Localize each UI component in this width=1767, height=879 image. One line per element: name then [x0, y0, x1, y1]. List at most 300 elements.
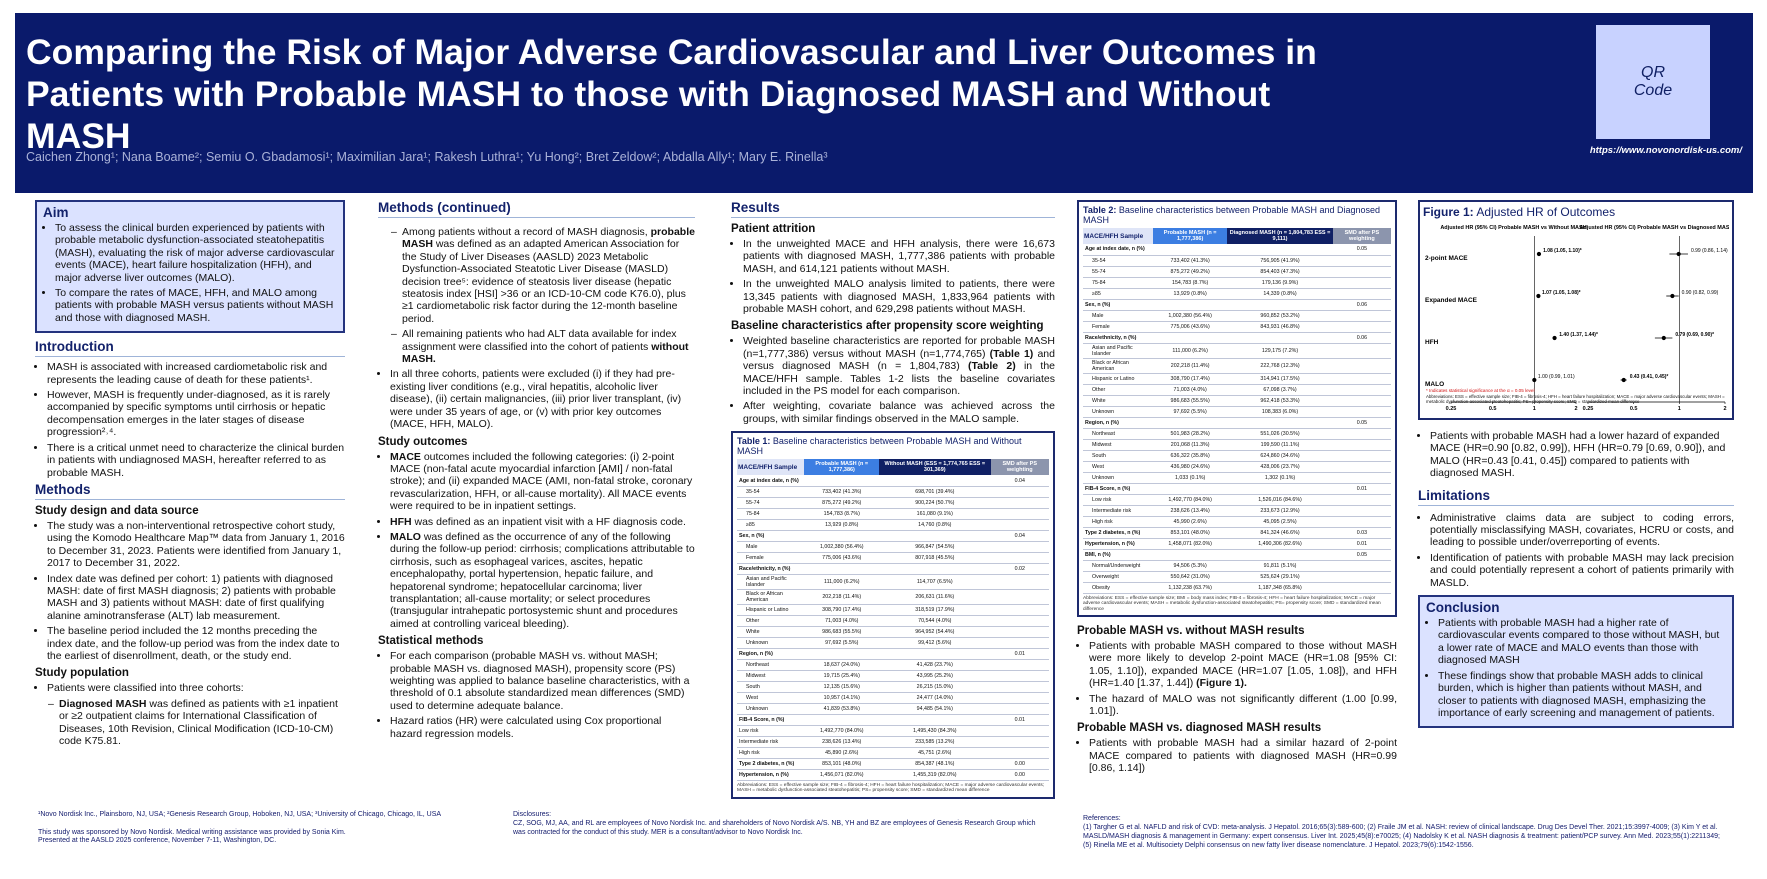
hr-label: 0.43 (0.41, 0.45)* — [1629, 374, 1669, 380]
row-value: 1,455,319 (82.0%) — [879, 769, 990, 780]
tick-label: 0.5 — [1488, 406, 1497, 412]
intro-item: • MASH is associated with increased cardiometabolic risk and represents the leading cause of death for these patients¹. — [47, 361, 345, 386]
table-row — [1083, 483, 1391, 494]
row-value: 0.05 — [1333, 549, 1391, 560]
category-label: 2-point MACE — [1425, 255, 1468, 262]
row-label: 75-84 — [737, 508, 804, 519]
row-label: Region, n (%) — [1083, 417, 1153, 428]
outcome-malo: • MALO was defined as the occurrence of any of the following during the follow-up period: cirrhosis; complications attributable to cirrhosis, such as esophageal varices, ascites, hepatic encephalopathy, portal hypertension, hepatic failure, and hepatorenal syndrome; hepatocellular carcinoma; liver transplantation; all-cause mortality; or select procedures (transjugular intrahepatic portosystemic shunt and procedures aimed at controlling variceal bleeding). — [390, 531, 695, 630]
row-value: 179,136 (9.9%) — [1227, 277, 1333, 288]
row-value: 775,006 (43.6%) — [804, 552, 879, 563]
table-row — [737, 714, 1049, 725]
table-row — [1083, 255, 1391, 266]
row-value — [804, 648, 879, 659]
row-value: 0.06 — [1333, 299, 1391, 310]
row-value: 45,751 (2.6%) — [879, 747, 990, 758]
row-value — [1153, 417, 1227, 428]
row-value — [804, 563, 879, 574]
outcomes-heading: Study outcomes — [378, 435, 468, 448]
row-value — [1333, 343, 1391, 358]
row-value — [991, 589, 1050, 604]
intro-item: • There is a critical unmet need to characterize the clinical burden in patients with undiagnosed MASH, hereafter referred to as probable MASH. — [47, 442, 345, 479]
row-value: 26,215 (15.0%) — [879, 681, 990, 692]
row-value: 111,000 (6.2%) — [804, 574, 879, 589]
row-label: Unknown — [737, 703, 804, 714]
row-label: Other — [737, 615, 804, 626]
aim-item: • To compare the rates of MACE, HFH, and MALO among patients with probable MASH versus patients without MASH and those with diagnosed MASH. — [55, 287, 337, 324]
table-row — [737, 530, 1049, 541]
table-row — [737, 574, 1049, 589]
row-label: 55-74 — [1083, 266, 1153, 277]
row-value: 45,890 (2.6%) — [804, 747, 879, 758]
row-value — [991, 725, 1050, 736]
table-1-col-probable: Probable MASH (n = 1,777,386) — [804, 459, 879, 475]
table-row — [1083, 332, 1391, 343]
table-row — [737, 747, 1049, 758]
row-value — [991, 692, 1050, 703]
conclusion-heading: Conclusion — [1426, 600, 1500, 616]
row-value — [879, 475, 990, 486]
limitation-item: • Administrative claims data are subject to coding errors, potentially misclassifying MASH, covariates, HCRU or costs, and leading to possible under/overreporting of events. — [1430, 512, 1734, 549]
row-value: 97,692 (5.5%) — [1153, 406, 1227, 417]
table-1-abbreviations: Abbreviations: ESS = effective sample size; FIB-4 = fibrosis-4; HFH = heart failure hospitalization; MACE = major adverse cardiovascular events; MASH = metabolic dysfunction-associated steatohepatitis; PS= propensity score; SMD = standardized mean difference — [737, 782, 1045, 794]
row-value: 428,006 (23.7%) — [1227, 461, 1333, 472]
tick-label: 0.25 — [1445, 406, 1457, 412]
row-value — [1333, 310, 1391, 321]
column-2 — [378, 200, 695, 743]
row-value: 1,492,770 (84.0%) — [804, 725, 879, 736]
row-value — [991, 604, 1050, 615]
row-label: White — [1083, 395, 1153, 406]
row-label: ≥85 — [1083, 288, 1153, 299]
poster-title: Comparing the Risk of Major Adverse Cardiovascular and Liver Outcomes in Patients with Probable MASH to those with Diagnosed MASH and Without MASH — [26, 32, 1317, 156]
row-value — [991, 659, 1050, 670]
row-value — [879, 530, 990, 541]
row-value: 108,383 (6.0%) — [1227, 406, 1333, 417]
row-value: 308,790 (17.4%) — [1153, 373, 1227, 384]
row-value: 853,101 (48.0%) — [804, 758, 879, 769]
row-label: South — [1083, 450, 1153, 461]
column-4 — [1077, 200, 1397, 778]
table-2-col-diagnosed: Diagnosed MASH (n = 1,804,783 ESS = 9,111) — [1227, 228, 1333, 244]
row-value — [1153, 299, 1227, 310]
row-value — [991, 626, 1050, 637]
row-value: 308,790 (17.4%) — [804, 604, 879, 615]
hr-label: 0.79 (0.69, 0.90)* — [1675, 332, 1715, 338]
intro-heading: Introduction — [35, 339, 345, 357]
baseline-item: • Weighted baseline characteristics are reported for probable MASH (n=1,777,386) versus without MASH (n=1,774,765) (Table 1) and versus diagnosed MASH (n = 1,804,783) (Table 2) in the MACE/HFH sample. Tables 1-2 lists the baseline covariates included in the PS model for each comparison. — [743, 335, 1055, 397]
row-value: 962,418 (53.3%) — [1227, 395, 1333, 406]
diagnosed-mash-definition: – Diagnosed MASH was defined as patients with ≥1 inpatient or ≥2 outpatient claims for International Classification of Diseases, 10th Revision, Clinical Modification (ICD-10-CM) code K75.81. — [59, 698, 345, 748]
forest-plot — [1423, 222, 1729, 412]
panel-title: Adjusted HR (95% CI) Probable MASH vs Without MASH — [1440, 225, 1587, 231]
row-value: 1,002,380 (56.4%) — [804, 541, 879, 552]
row-label: FIB-4 Score, n (%) — [737, 714, 804, 725]
website-link[interactable]: https://www.novonordisk-us.com/ — [1589, 145, 1742, 156]
row-value: 0.00 — [991, 769, 1050, 780]
row-value — [1333, 582, 1391, 593]
row-value: 71,003 (4.0%) — [1153, 384, 1227, 395]
row-value: 853,101 (48.0%) — [1153, 527, 1227, 538]
presentation-note: Presented at the AASLD 2025 conference, November 7-11, Washington, DC. — [38, 837, 277, 844]
table-row — [1083, 439, 1391, 450]
baseline-heading: Baseline characteristics after propensity score weighting — [731, 320, 1044, 333]
table-row — [737, 670, 1049, 681]
row-value — [1333, 516, 1391, 527]
category-label: MALO — [1425, 381, 1445, 388]
table-row — [1083, 417, 1391, 428]
baseline-item: • After weighting, covariate balance was achieved across the groups, with similar findings observed in the MALO sample. — [743, 400, 1055, 425]
row-label: Hispanic or Latino — [1083, 373, 1153, 384]
row-value: 1,187,348 (65.8%) — [1227, 582, 1333, 593]
row-value: 0.00 — [991, 758, 1050, 769]
attrition-item: • In the unweighted MACE and HFH analysis, there were 16,673 patients with diagnosed MASH, 1,777,386 patients with probable MASH, and 614,121 patients without MASH. — [743, 238, 1055, 275]
row-label: Obesity — [1083, 582, 1153, 593]
row-value: 14,339 (0.8%) — [1227, 288, 1333, 299]
row-value — [1227, 549, 1333, 560]
column-5 — [1418, 200, 1734, 728]
row-value: 161,080 (9.1%) — [879, 508, 990, 519]
row-value: 1,492,770 (84.0%) — [1153, 494, 1227, 505]
row-value — [1227, 332, 1333, 343]
row-label: Unknown — [737, 637, 804, 648]
row-value: 525,624 (29.1%) — [1227, 571, 1333, 582]
row-value — [991, 541, 1050, 552]
row-label: Sex, n (%) — [1083, 299, 1153, 310]
row-value: 19,715 (25.4%) — [804, 670, 879, 681]
row-value: 129,175 (7.2%) — [1227, 343, 1333, 358]
table-2 — [1077, 200, 1397, 617]
conclusion-item: • These findings show that probable MASH adds to clinical burden, which is higher than patients without MASH, and closer to patients with diagnosed MASH, emphasizing the importance of early screening and management of patients. — [1438, 670, 1726, 720]
row-label: Age at index date, n (%) — [737, 475, 804, 486]
table-row — [737, 659, 1049, 670]
row-value: 154,783 (8.7%) — [804, 508, 879, 519]
tick-label: 1 — [1677, 406, 1681, 412]
hr-point — [1670, 294, 1674, 298]
row-value — [1333, 255, 1391, 266]
hr-label: 0.90 (0.82, 0.99) — [1681, 290, 1719, 296]
stat-item: • For each comparison (probable MASH vs. without MASH; probable MASH vs. diagnosed MASH), propensity score (PS) weighting was applied to balance baseline characteristics, with a threshold of 0.1 absolute standardized mean differences (SMD) used to determine adequate balance. — [390, 650, 695, 712]
row-value: 875,272 (49.2%) — [804, 497, 879, 508]
row-value: 1,002,380 (56.4%) — [1153, 310, 1227, 321]
stat-item: • Hazard ratios (HR) were calculated using Cox proportional hazard regression models. — [390, 715, 695, 740]
table-row — [1083, 516, 1391, 527]
row-value: 986,683 (55.5%) — [804, 626, 879, 637]
row-value: 0.05 — [1333, 244, 1391, 255]
tick-label: 2 — [1574, 406, 1578, 412]
table-row — [1083, 406, 1391, 417]
row-value — [991, 497, 1050, 508]
row-value: 986,683 (55.5%) — [1153, 395, 1227, 406]
row-value: 0.01 — [991, 714, 1050, 725]
row-value: 318,519 (17.9%) — [879, 604, 990, 615]
row-value — [879, 714, 990, 725]
intro-item: • However, MASH is frequently under-diagnosed, as it is rarely accompanied by specific symptoms until cirrhosis or hepatic decompensation emerges in the later stages of disease progression²˒⁴. — [47, 389, 345, 439]
table-row — [737, 519, 1049, 530]
row-value — [1333, 472, 1391, 483]
conclusion-item: • Patients with probable MASH had a higher rate of cardiovascular events compared to those without MASH, but a lower rate of MACE and MALO events than those with diagnosed MASH — [1438, 617, 1726, 667]
table-row — [737, 615, 1049, 626]
sponsorship: This study was sponsored by Novo Nordisk. Medical writing assistance was provided by Sonia Kim. — [38, 829, 346, 836]
affiliations: ¹Novo Nordisk Inc., Plainsboro, NJ, USA; ²Genesis Research Group, Hoboken, NJ, USA; ³University of Chicago, Chicago, IL, USA — [38, 811, 442, 818]
row-value: 501,983 (28.2%) — [1153, 428, 1227, 439]
author-list: Caichen Zhong¹; Nana Boame²; Semiu O. Gbadamosi¹; Maximilian Jara¹; Rakesh Luthra¹; Yu Hong²; Bret Zeldow²; Abdalla Ally¹; Mary E. Rinella³ — [26, 150, 828, 164]
row-label: Black or African American — [1083, 358, 1153, 373]
design-item: • The baseline period included the 12 months preceding the index date, and the follow-up period was from the index date to the earliest of disenrollment, death, or the study end. — [47, 625, 345, 662]
row-label: Sex, n (%) — [737, 530, 804, 541]
column-1 — [35, 200, 345, 750]
row-value: 111,000 (6.2%) — [1153, 343, 1227, 358]
table-1-col-smd: SMD after PS weighting — [991, 459, 1050, 475]
table-row — [1083, 538, 1391, 549]
row-label: Female — [737, 552, 804, 563]
row-value — [991, 519, 1050, 530]
row-value: 199,590 (11.1%) — [1227, 439, 1333, 450]
row-value: 43,995 (25.2%) — [879, 670, 990, 681]
table-2-col-sample: MACE/HFH Sample — [1083, 228, 1153, 244]
limitations-heading: Limitations — [1418, 488, 1734, 506]
category-label: Expanded MACE — [1425, 297, 1478, 304]
table-2-col-smd: SMD after PS weighting — [1333, 228, 1391, 244]
row-value: 202,218 (11.4%) — [804, 589, 879, 604]
row-value — [1227, 244, 1333, 255]
aim-box — [35, 200, 345, 333]
row-value — [991, 670, 1050, 681]
outcome-hfh: • HFH was defined as an inpatient visit with a HF diagnosis code. — [390, 516, 695, 528]
row-value: 18,637 (24.0%) — [804, 659, 879, 670]
table-2-col-probable: Probable MASH (n = 1,777,386) — [1153, 228, 1227, 244]
hr-point — [1677, 252, 1681, 256]
hr-point — [1537, 252, 1541, 256]
result-item: • Patients with probable MASH had a similar hazard of 2-point MACE compared to patients with diagnosed MASH (HR=0.99 [0.86, 1.14]) — [1089, 737, 1397, 774]
row-value — [991, 508, 1050, 519]
table-row — [1083, 310, 1391, 321]
row-value — [1333, 321, 1391, 332]
table-row — [1083, 266, 1391, 277]
column-3 — [731, 200, 1055, 799]
row-value — [1333, 461, 1391, 472]
row-value: 154,783 (8.7%) — [1153, 277, 1227, 288]
row-label: Type 2 diabetes, n (%) — [737, 758, 804, 769]
table-row — [737, 589, 1049, 604]
row-value — [1333, 395, 1391, 406]
row-value — [1227, 483, 1333, 494]
row-value — [1333, 560, 1391, 571]
table-row — [1083, 321, 1391, 332]
row-value: 0.05 — [1333, 417, 1391, 428]
hr-label: 1.07 (1.05, 1.08)* — [1541, 290, 1581, 296]
row-value: 841,324 (46.6%) — [1227, 527, 1333, 538]
table-row — [1083, 288, 1391, 299]
row-label: Hypertension, n (%) — [1083, 538, 1153, 549]
row-value: 233,673 (12.9%) — [1227, 505, 1333, 516]
without-mash-results-heading: Probable MASH vs. without MASH results — [1077, 625, 1305, 637]
row-value — [1333, 406, 1391, 417]
row-value: 45,095 (2.5%) — [1227, 516, 1333, 527]
row-label: ≥85 — [737, 519, 804, 530]
methods-cont-heading: Methods (continued) — [378, 200, 695, 218]
tick-label: 0.25 — [1582, 406, 1594, 412]
table-row — [1083, 395, 1391, 406]
table-row — [737, 758, 1049, 769]
figure-note: * Indicates statistical significance at the α = 0.05 level — [1426, 388, 1535, 393]
attrition-heading: Patient attrition — [731, 223, 816, 235]
row-value: 238,626 (13.4%) — [804, 736, 879, 747]
row-value — [991, 637, 1050, 648]
outcome-mace: • MACE outcomes included the following categories: (i) 2-point MACE (non-fatal acute myocardial infarction [AMI] / non-fatal stroke); and (ii) expanded MACE (AMI, non-fatal stroke, coronary revascularization, HFH, or all-cause mortality). All MACE events were required to be in inpatient settings. — [390, 451, 695, 513]
row-value: 41,428 (23.7%) — [879, 659, 990, 670]
row-value: 551,026 (30.5%) — [1227, 428, 1333, 439]
row-value — [1333, 277, 1391, 288]
limitation-item: • Identification of patients with probable MASH may lack precision and could potentially represent a cohort of patients primarily with MASLD. — [1430, 552, 1734, 589]
row-value: 624,860 (34.6%) — [1227, 450, 1333, 461]
category-label: HFH — [1425, 339, 1439, 346]
row-label: Hypertension, n (%) — [737, 769, 804, 780]
table-2-title: Table 2: Baseline characteristics between Probable MASH and Diagnosed MASH — [1083, 205, 1380, 225]
table-row — [737, 769, 1049, 780]
table-row — [1083, 582, 1391, 593]
row-value: 436,980 (24.6%) — [1153, 461, 1227, 472]
row-value — [1333, 384, 1391, 395]
table-row — [737, 541, 1049, 552]
design-item: • Index date was defined per cohort: 1) patients with diagnosed MASH: date of first MASH diagnosis; 2) patients with probable MASH and 3) patients without MASH: date of first qualifying alanine aminotransferase (ALT) lab measurement. — [47, 573, 345, 623]
row-value: 238,626 (13.4%) — [1153, 505, 1227, 516]
row-value: 854,387 (48.1%) — [879, 758, 990, 769]
row-value — [1333, 450, 1391, 461]
aim-heading: Aim — [43, 205, 69, 220]
row-value — [1333, 358, 1391, 373]
row-value — [804, 475, 879, 486]
row-value — [1333, 494, 1391, 505]
row-value: 71,003 (4.0%) — [804, 615, 879, 626]
row-label: White — [737, 626, 804, 637]
row-value — [1333, 571, 1391, 582]
row-value: 94,485 (54.1%) — [879, 703, 990, 714]
row-value — [804, 530, 879, 541]
hr-point — [1622, 378, 1626, 382]
figure-1 — [1418, 200, 1734, 420]
row-value: 1,302 (0.1%) — [1227, 472, 1333, 483]
table-1-col-without: Without MASH (ESS = 1,774,765 ESS = 301,369) — [879, 459, 990, 475]
exclusion-criteria: • In all three cohorts, patients were excluded (i) if they had pre-existing liver conditions (e.g., viral hepatitis, alcoholic liver disease), (ii) certain malignancies, (iii) prior liver transplant, (iv) were under 35 years of age, or (v) with prior key outcomes (MACE, HFH, MALO). — [390, 368, 695, 430]
row-value — [879, 648, 990, 659]
row-label: Other — [1083, 384, 1153, 395]
table-row — [1083, 358, 1391, 373]
row-value: 0.01 — [1333, 538, 1391, 549]
table-row — [1083, 428, 1391, 439]
row-label: Midwest — [1083, 439, 1153, 450]
row-value: 843,931 (46.8%) — [1227, 321, 1333, 332]
row-label: Northeast — [1083, 428, 1153, 439]
table-row — [737, 604, 1049, 615]
conclusion-box — [1418, 595, 1734, 728]
row-label: 35-54 — [737, 486, 804, 497]
diagnosed-comparison-result: • Patients with probable MASH had a lower hazard of expanded MACE (HR=0.90 [0.82, 0.99]), HFH (HR=0.79 [0.69, 0.90]), and MALO (HR=0.43 [0.41, 0.45]) compared to patients with diagnosed MASH. — [1430, 430, 1734, 480]
row-label: Unknown — [1083, 472, 1153, 483]
row-label: Black or African American — [737, 589, 804, 604]
row-label: Midwest — [737, 670, 804, 681]
row-label: Region, n (%) — [737, 648, 804, 659]
row-value: 1,495,430 (84.3%) — [879, 725, 990, 736]
row-value: 45,990 (2.6%) — [1153, 516, 1227, 527]
row-label: Age at index date, n (%) — [1083, 244, 1153, 255]
row-label: Unknown — [1083, 406, 1153, 417]
table-row — [737, 508, 1049, 519]
row-value: 964,952 (54.4%) — [879, 626, 990, 637]
row-label: High risk — [737, 747, 804, 758]
row-value: 67,098 (3.7%) — [1227, 384, 1333, 395]
row-value: 733,402 (41.3%) — [804, 486, 879, 497]
population-heading: Study population — [35, 667, 129, 680]
table-row — [1083, 343, 1391, 358]
row-label: Low risk — [737, 725, 804, 736]
table-1-col-sample: MACE/HFH Sample — [737, 459, 804, 475]
row-label: Race/ethnicity, n (%) — [737, 563, 804, 574]
hr-label: 1.00 (0.99, 1.01) — [1537, 374, 1575, 380]
row-value: 0.01 — [991, 648, 1050, 659]
row-value: 233,585 (13.2%) — [879, 736, 990, 747]
table-row — [737, 703, 1049, 714]
table-row — [737, 563, 1049, 574]
row-value — [1153, 244, 1227, 255]
row-value — [879, 563, 990, 574]
row-label: High risk — [1083, 516, 1153, 527]
row-value: 1,132,238 (63.7%) — [1153, 582, 1227, 593]
row-label: Normal/Underweight — [1083, 560, 1153, 571]
design-item: • The study was a non-interventional retrospective cohort study, using the Komodo Healthcare Map™ data from January 1, 2016 to December 31, 2023. Patients were identified from January 1, 2017 to December 31, 2022. — [47, 520, 345, 570]
row-value: 314,941 (17.5%) — [1227, 373, 1333, 384]
row-value: 41,839 (53.8%) — [804, 703, 879, 714]
figure-abbreviations: Abbreviations: ESS = effective sample size; FIB-4 = fibrosis-4; HFH = heart failure hospitalization; MACE = major adverse cardiovascular events; MASH = metabolic dysfunction-associated steatohepatitis; PS= propensity score; SMD = standardized mean difference — [1426, 394, 1725, 404]
row-value: 756,905 (41.9%) — [1227, 255, 1333, 266]
table-row — [737, 725, 1049, 736]
table-row — [1083, 450, 1391, 461]
row-label: Overweight — [1083, 571, 1153, 582]
table-row — [1083, 527, 1391, 538]
row-value: 854,403 (47.3%) — [1227, 266, 1333, 277]
row-label: 55-74 — [737, 497, 804, 508]
row-label: Type 2 diabetes, n (%) — [1083, 527, 1153, 538]
table-1-title: Table 1: Baseline characteristics between Probable MASH and Without MASH — [737, 436, 1022, 457]
qr-code-placeholder[interactable]: QR Code — [1596, 25, 1710, 139]
table-row — [1083, 571, 1391, 582]
row-value: 222,768 (12.3%) — [1227, 358, 1333, 373]
results-heading: Results — [731, 200, 1055, 218]
row-value: 900,224 (50.7%) — [879, 497, 990, 508]
aim-item: • To assess the clinical burden experienced by patients with probable metabolic dysfunction-associated steatohepatitis (MASH), evaluating the risk of major adverse cardiovascular events (MACE), heart failure hospitalization (HFH), and major adverse liver outcomes (MALO). — [55, 222, 337, 284]
hr-label: 1.08 (1.05, 1.10)* — [1543, 248, 1582, 254]
row-value: 13,929 (0.8%) — [1153, 288, 1227, 299]
row-label: Intermediate risk — [737, 736, 804, 747]
hr-point — [1536, 294, 1540, 298]
table-row — [737, 637, 1049, 648]
references: References: (1) Targher G et al. NAFLD and risk of CVD: meta-analysis. J Hepatol. 2016;65(3):589-600; (2) Fraile JM et al. NASH: review of clinical landscape. Drug Des Devel Ther. 2021;15:3997-4009; (3) Kim Y et al. MASLD/MASH diagnosis & management in Germany: expert consensus. Liver Int. 2025;45(8):e70025; (4) Nadolsky K et al. NASH diagnosis & treatment: patient/PCP survey. Ann Med. 2023;55(1):2211349; (5) Rinella ME et al. Multisociety Delphi consensus on new fatty liver disease nomenclature. J Hepatol. 2023;79(6):1542-1556. — [1083, 815, 1720, 849]
row-value — [1227, 417, 1333, 428]
row-value: 966,847 (54.5%) — [879, 541, 990, 552]
row-value: 636,322 (35.8%) — [1153, 450, 1227, 461]
table-row — [1083, 299, 1391, 310]
row-value: 70,544 (4.0%) — [879, 615, 990, 626]
row-value: 1,490,306 (82.6%) — [1227, 538, 1333, 549]
result-item: • Patients with probable MASH compared to those without MASH were more likely to develop 2-point MACE (HR=1.08 [95% CI: 1.05, 1.10]), expanded MACE (HR=1.07 [1.05, 1.08]), and HFH (HR=1.40 [1.37, 1.44]) (Figure 1). — [1089, 640, 1397, 690]
row-value — [1227, 299, 1333, 310]
table-row — [737, 648, 1049, 659]
row-value: 91,811 (5.1%) — [1227, 560, 1333, 571]
row-value — [991, 615, 1050, 626]
hr-label: 1.40 (1.37, 1.44)* — [1559, 332, 1598, 338]
row-label: Race/ethnicity, n (%) — [1083, 332, 1153, 343]
row-value — [1333, 373, 1391, 384]
